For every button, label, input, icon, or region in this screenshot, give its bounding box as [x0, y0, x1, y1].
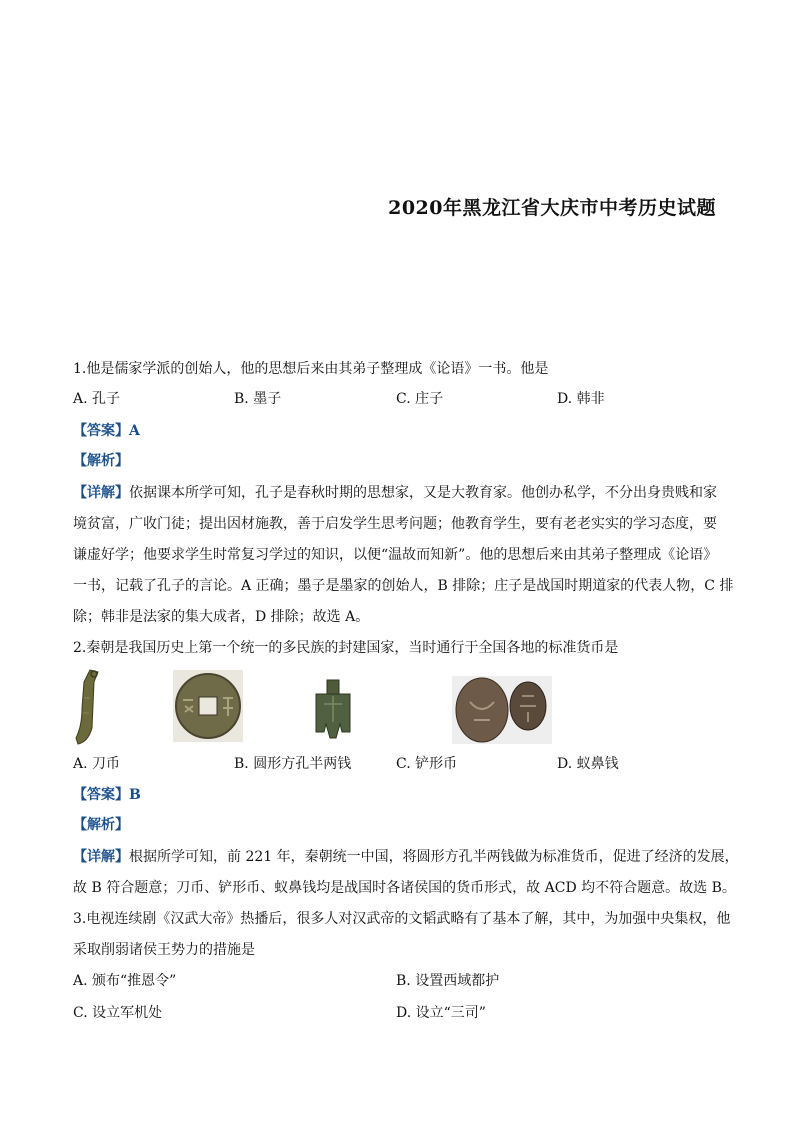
ban-liang-coin-image: [173, 670, 243, 742]
question-1-detail-line-2: 境贫富，广收门徒；提出因材施教，善于启发学生思考问题；他教育学生，要有老老实实的学习态度，要: [73, 516, 717, 532]
question-1-detail-line-4: 一书，记载了孔子的言论。A 正确；墨子是墨家的创始人，B 排除；庄子是战国时期道家的代表人物，C 排: [73, 578, 734, 594]
question-2-option-a: A. 刀币: [73, 756, 121, 772]
question-1-detail-line-5: 除；韩非是法家的集大成者，D 排除；故选 A。: [73, 609, 370, 625]
analysis-label: 【解析】: [73, 453, 129, 469]
question-3-option-b: B. 设置西域都护: [396, 973, 500, 989]
question-1-analysis-label: [73, 451, 723, 471]
question-2-detail-line-1: [73, 847, 739, 867]
question-2-stem: 2.秦朝是我国历史上第一个统一的多民族的封建国家，当时通行于全国各地的标准货币是: [73, 640, 619, 656]
question-3-option-d: D. 设立“三司”: [396, 1005, 486, 1021]
answer-label: 【答案】: [73, 423, 129, 439]
question-2-answer: [73, 785, 723, 805]
question-2-option-d: D. 蚁鼻钱: [557, 756, 619, 772]
answer-value: A: [129, 423, 140, 439]
question-1-answer: [73, 421, 723, 441]
question-1-stem: 1.他是儒家学派的创始人，他的思想后来由其弟子整理成《论语》一书。他是: [73, 361, 549, 377]
question-1-option-a: A. 孔子: [73, 391, 121, 407]
page-title: 2020年黑龙江省大庆市中考历史试题: [388, 197, 716, 219]
spade-coin-image: [310, 678, 356, 740]
question-1-detail-line-3: 谦虚好学；他要求学生时常复习学过的知识，以便“温故而知新”。他的思想后来由其弟子整理成《论语》: [73, 547, 718, 563]
question-1-option-c: C. 庄子: [396, 391, 444, 407]
detail-label: 【详解】: [73, 849, 129, 865]
question-1-option-d: D. 韩非: [557, 391, 605, 407]
question-2-detail-line-2: 故 B 符合题意；刀币、铲形币、蚁鼻钱均是战国时各诸侯国的货币形式，故 ACD 均不符合题意。故选 B。: [73, 880, 736, 896]
detail-text: 根据所学可知，前 221 年，秦朝统一中国，将圆形方孔半两钱做为标准货币，促进了经济的发展，: [129, 849, 739, 865]
question-3-option-c: C. 设立军机处: [73, 1005, 163, 1021]
answer-value: B: [129, 787, 141, 803]
question-3-option-a: A. 颁布“推恩令”: [73, 973, 177, 989]
answer-label: 【答案】: [73, 787, 129, 803]
question-2-option-b: B. 圆形方孔半两钱: [234, 756, 352, 772]
detail-label: 【详解】: [73, 485, 129, 501]
question-2-analysis-label: [73, 815, 723, 835]
question-3-stem-line-2: 采取削弱诸侯王势力的措施是: [73, 942, 255, 958]
knife-coin-image: [68, 668, 108, 748]
question-2-option-c: C. 铲形币: [396, 756, 458, 772]
question-1-option-b: B. 墨子: [234, 391, 282, 407]
detail-text: 依据课本所学可知，孔子是春秋时期的思想家，又是大教育家。他创办私学，不分出身贵贱和家: [129, 485, 717, 501]
question-1-detail-line-1: [73, 483, 723, 503]
analysis-label: 【解析】: [73, 817, 129, 833]
question-3-stem-line-1: 3.电视连续剧《汉武大帝》热播后，很多人对汉武帝的文韬武略有了基本了解，其中，为加强中央集权，他: [73, 911, 731, 927]
ant-nose-coin-image: [452, 676, 552, 744]
